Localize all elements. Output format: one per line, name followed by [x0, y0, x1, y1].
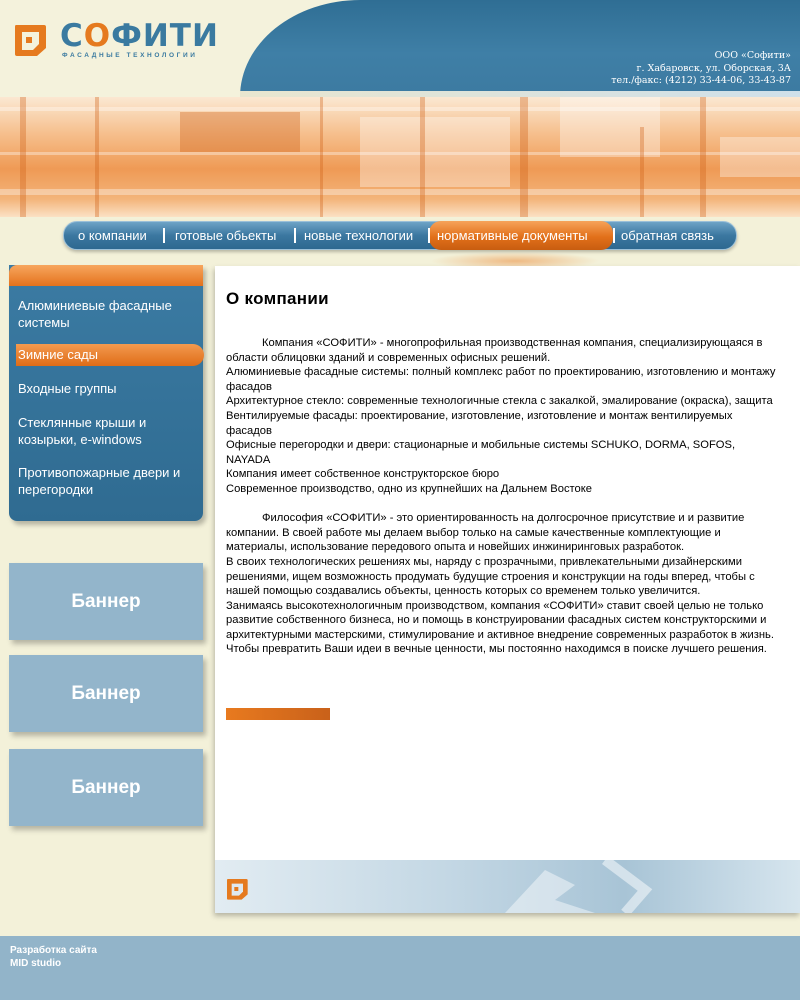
sidebar [9, 265, 203, 521]
page-footer [0, 936, 800, 1000]
nav-item-documents[interactable]: нормативные документы [437, 228, 588, 243]
article-body [226, 336, 781, 672]
text-line: Философия «СОФИТИ» - это ориентированность на долгосрочное присутствие и и развитие компании. В своей работе мы делаем выбор только на самые качественные комплектующие и материалы, использование передового опыта и новейших инжиниринговых разработок. [226, 512, 745, 554]
banner-2[interactable]: Баннер [9, 655, 203, 732]
nav-separator [163, 228, 165, 243]
orange-divider [226, 708, 330, 720]
text-line: В своих технологических решениях мы, наряду с прозрачными, привлекательными дизайнерскими решениями, ищем возможность продумать будущие строения и конструкции на годы вперед, чтобы с нашей помощью создавались объекты, ценность которых со временем только увеличится. [226, 555, 755, 598]
logo-name: СОФИТИ [60, 18, 219, 54]
text-line: Архитектурное стекло: современные технологичные стекла с закалкой, эмалирование (окраска), защита [226, 395, 773, 408]
nav-item-new-tech[interactable]: новые технологии [304, 228, 414, 243]
credit-line-2: MID studio [10, 958, 62, 969]
footer-logo-mark-icon [225, 877, 249, 901]
sidebar-item-fire-doors[interactable]: Противопожарные двери и перегородки [18, 465, 181, 497]
article-paragraph-2 [226, 511, 781, 657]
sidebar-item-aluminium-facades[interactable]: Алюминиевые фасадные системы [18, 298, 172, 330]
logo[interactable] [12, 18, 232, 68]
nav-item-feedback[interactable]: обратная связь [621, 228, 714, 243]
hero-banner-image [0, 97, 800, 217]
header [0, 0, 800, 97]
banner-3[interactable]: Баннер [9, 749, 203, 826]
nav-separator [428, 228, 430, 243]
content-footer-decoration [215, 860, 800, 913]
text-line: Вентилируемые фасады: проектирование, изготовление, изготовление и монтаж вентилируемых фасадов [226, 409, 733, 437]
text-line: Алюминиевые фасадные системы: полный комплекс работ по проектированию, изготовлению и монтажу фасадов [226, 366, 776, 393]
nav-item-projects[interactable]: готовые обьекты [175, 228, 277, 243]
arrow-decoration-icon [485, 860, 685, 913]
article-paragraph-1 [226, 336, 781, 497]
sidebar-header-bar [9, 265, 203, 286]
contacts [611, 50, 791, 88]
text-line: Офисные перегородки и двери: стационарные и мобильные системы SCHUKO, DORMA, SOFOS, NAYADA [226, 439, 736, 466]
nav-separator [294, 228, 296, 243]
main-nav [63, 221, 737, 250]
company-name: ООО «Софити» [714, 50, 791, 61]
developer-credit[interactable] [10, 944, 97, 970]
sidebar-item-glass-roofs[interactable]: Стеклянные крыши и козырьки, e-windows [18, 415, 147, 447]
logo-tagline: ФАСАДНЫЕ ТЕХНОЛОГИИ [62, 52, 198, 59]
credit-line-1: Разработка сайта [10, 945, 97, 956]
text-line: Чтобы превратить Ваши идеи в вечные ценности, мы постоянно находимся в поиске лучшего решения. [226, 643, 767, 656]
nav-separator [613, 228, 615, 243]
main-content [215, 266, 800, 913]
text-line: Компания имеет собственное конструкторское бюро [226, 468, 500, 481]
company-phone: тел./факс: (4212) 33-44-06, 33-43-87 [611, 75, 791, 86]
text-line: Компания «СОФИТИ» - многопрофильная производственная компания, специализирующаяся в области облицовки зданий и современных офисных решений. [226, 337, 763, 364]
nav-item-about[interactable]: о компании [78, 228, 147, 243]
logo-mark-icon [12, 22, 48, 58]
sidebar-item-winter-gardens[interactable]: Зимние сады [16, 344, 204, 366]
company-address: г. Хабаровск, ул. Оборская, 3А [636, 62, 791, 74]
text-line: Занимаясь высокотехнологичным производством, компания «СОФИТИ» ставит своей целью не только развитие собственного бизнеса, но и помощь в конструировании фасадных систем конструкторскими и архитектурными мастерскими, стимулирование и активное внедрение современных разработок в жизнь. [226, 599, 774, 641]
text-line: Современное производство, одно из крупнейших на Дальнем Востоке [226, 482, 593, 495]
sidebar-item-entrance-groups[interactable]: Входные группы [18, 381, 117, 396]
banner-1[interactable]: Баннер [9, 563, 203, 640]
page-title: О компании [226, 289, 329, 308]
